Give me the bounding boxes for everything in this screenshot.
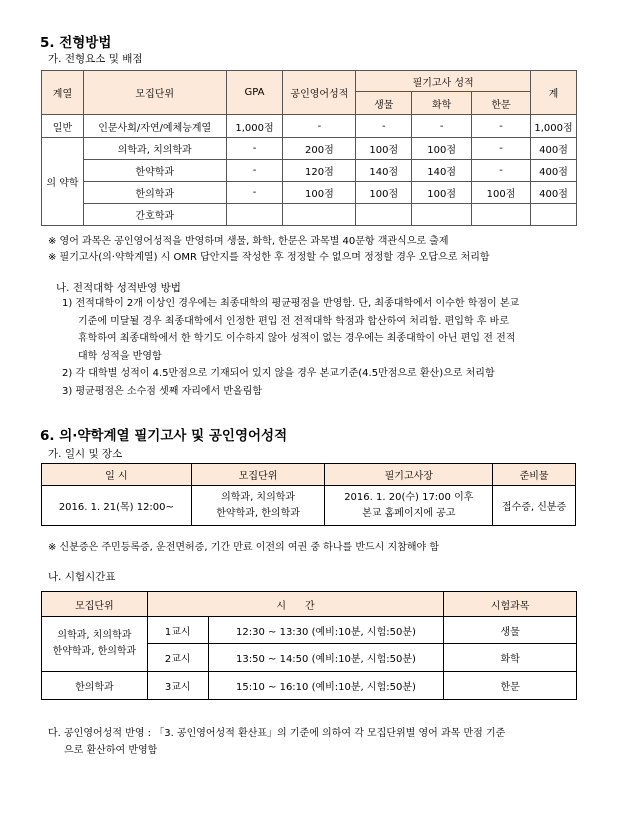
cell-line: 한약학과, 한의학과	[52, 646, 137, 657]
table-cell: 13:50 ~ 14:50 (예비:10분, 시험:50분)	[208, 644, 444, 672]
table-cell: 접수증, 신분증	[493, 486, 576, 526]
subsection-title: 가. 일시 및 장소	[48, 448, 123, 460]
table-row	[42, 138, 577, 160]
col-header: 모집단위	[42, 592, 148, 617]
cell-line: 한약학과, 한의학과	[216, 507, 300, 519]
table-cell: 한문	[444, 672, 577, 700]
table-cell: 140점	[412, 160, 472, 182]
cell-line: 의학과, 치의학과	[221, 491, 296, 503]
list-item: 1) 전적대학이 2개 이상인 경우에는 최종대학의 평균평점을 반영함. 단, 최종대학에서 이수한 학점이 본교	[62, 298, 520, 309]
table-cell: -	[472, 138, 531, 160]
table-row	[42, 115, 577, 138]
table-cell: 1,000점	[226, 115, 283, 138]
table-cell: -	[412, 115, 472, 138]
table-cell: -	[356, 115, 412, 138]
col-header: 필기고사장	[325, 464, 493, 486]
note: ※ 영어 과목은 공인영어성적을 반영하며 생물, 화학, 한문은 과목별 40문항 객관식으로 출제	[48, 236, 449, 247]
table-cell: 100점	[283, 182, 356, 204]
col-header: 한문	[472, 92, 531, 115]
subsection-title: 가. 전형요소 및 배점	[48, 53, 143, 65]
table-cell: 400점	[530, 182, 576, 204]
table-cell: 1,000점	[530, 115, 576, 138]
table-cell: 의학과, 치의학과	[83, 138, 226, 160]
table-row	[42, 617, 577, 644]
col-header: 일 시	[42, 464, 192, 486]
col-header: 계열	[42, 71, 84, 115]
col-header: 모집단위	[191, 464, 325, 486]
cell-line: 의학과, 치의학과	[57, 630, 132, 641]
table-cell: 생물	[444, 617, 577, 644]
timetable	[41, 591, 577, 700]
col-header: GPA	[226, 71, 283, 115]
table-cell: 100점	[356, 138, 412, 160]
table-cell: 1교시	[147, 617, 208, 644]
note: ※ 신분증은 주민등록증, 운전면허증, 기간 만료 이전의 여권 중 하나를 반드시 지참해야 함	[48, 542, 439, 553]
table-cell: 140점	[356, 160, 412, 182]
table-cell: 100점	[412, 138, 472, 160]
list-item: 대학 성적을 반영함	[78, 350, 162, 362]
table-cell: -	[283, 115, 356, 138]
table-cell: -	[472, 115, 531, 138]
exam-schedule-table	[41, 463, 576, 526]
col-header: 화학	[412, 92, 472, 115]
col-header: 필기고사 성적	[356, 71, 531, 92]
table-cell: -	[226, 160, 283, 182]
table-cell: 의 약학	[42, 138, 84, 226]
table-cell: 한의학과	[83, 182, 226, 204]
paragraph: 으로 환산하여 반영함	[64, 745, 158, 756]
table-row	[42, 160, 577, 182]
list-item: 기준에 미달될 경우 최종대학에서 인정한 편입 전 전적대학 학점과 합산하여 처리함. 편입학 후 바로	[78, 315, 509, 327]
table-cell: 100점	[356, 182, 412, 204]
table-row	[42, 182, 577, 204]
col-header: 모집단위	[83, 71, 226, 115]
col-header: 시험과목	[444, 592, 577, 617]
table-cell: 100점	[472, 182, 531, 204]
col-header: 계	[530, 71, 576, 115]
table-cell: -	[472, 160, 531, 182]
table-cell: -	[226, 182, 283, 204]
table-cell: 400점	[530, 160, 576, 182]
subsection-title: 나. 전적대학 성적반영 방법	[56, 282, 181, 294]
table-cell: 120점	[283, 160, 356, 182]
table-row	[42, 672, 577, 700]
table-cell	[42, 617, 148, 672]
table-cell: 100점	[412, 182, 472, 204]
table-cell: 일반	[42, 115, 84, 138]
paragraph: 다. 공인영어성적 반영 : 「3. 공인영어성적 환산표」의 기준에 의하여 각 모집단위별 영어 과목 만점 기준	[48, 728, 506, 739]
table-cell: 15:10 ~ 16:10 (예비:10분, 시험:50분)	[208, 672, 444, 700]
table-cell: 2교시	[147, 644, 208, 672]
method-list	[62, 295, 582, 400]
cell-line: 본교 홈페이지에 공고	[362, 507, 456, 519]
list-item: 휴학하여 최종대학에서 한 학기도 이수하지 않아 성적이 없는 경우에는 최종대학이 아닌 편입 전 전적	[78, 333, 516, 344]
col-header: 공인영어성적	[283, 71, 356, 115]
table-cell: -	[226, 138, 283, 160]
table-row	[42, 204, 577, 226]
cell-line: 2016. 1. 20(수) 17:00 이후	[344, 491, 474, 503]
table-cell: 한의학과	[42, 672, 148, 700]
col-header: 시 간	[147, 592, 443, 617]
table-row	[42, 486, 576, 526]
table-cell: 간호학과	[83, 204, 226, 226]
col-header: 생물	[356, 92, 412, 115]
table-cell	[191, 486, 325, 526]
table-cell: 400점	[530, 138, 576, 160]
subsection-title: 나. 시험시간표	[48, 571, 116, 583]
table-cell: 12:30 ~ 13:30 (예비:10분, 시험:50분)	[208, 617, 444, 644]
table-cell: 화학	[444, 644, 577, 672]
table-cell	[325, 486, 493, 526]
table-cell: 200점	[283, 138, 356, 160]
table-cell: 한약학과	[83, 160, 226, 182]
col-header: 준비물	[493, 464, 576, 486]
list-item: 3) 평균평점은 소수점 셋째 자리에서 반올림함	[62, 385, 263, 397]
table-cell: 2016. 1. 21(목) 12:00~	[42, 486, 192, 526]
list-item: 2) 각 대학별 성적이 4.5만점으로 기재되어 있지 않을 경우 본교기준(4.5만점으로 환산)으로 처리함	[62, 368, 495, 379]
section-6-title: 6. 의·약학계열 필기고사 및 공인영어성적	[40, 428, 288, 444]
note: ※ 필기고사(의·약학계열) 시 OMR 답안지를 작성한 후 정정할 수 없으며 정정할 경우 오답으로 처리함	[48, 252, 490, 263]
section-5-title: 5. 전형방법	[40, 35, 112, 51]
table-cell: 3교시	[147, 672, 208, 700]
table-cell: 인문사회/자연/예체능계열	[83, 115, 226, 138]
score-table	[41, 70, 577, 226]
